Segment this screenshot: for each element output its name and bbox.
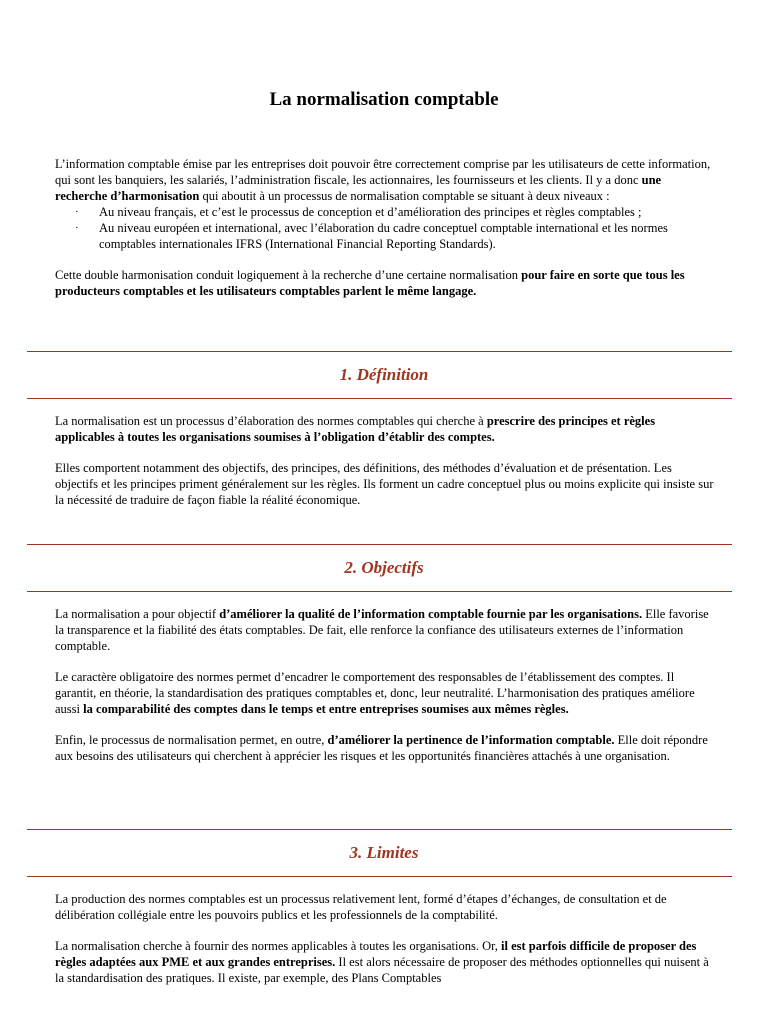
levels-list <box>55 204 715 252</box>
paragraph-text: La normalisation cherche à fournir des normes applicables à toutes les organisations. Or, <box>55 939 502 953</box>
intro-text: Cette double harmonisation conduit logiquement à la recherche d’une certaine normalisation <box>55 268 522 282</box>
paragraph-text: Le caractère obligatoire des normes permet d’encadrer le comportement des responsables de l’établissement des comptes. Il garantit, en théorie, la standardisation des pratiques comptables et, donc, leur neutralité. L’harmonisation des pratiques améliore aussi <box>55 670 695 716</box>
limits-section <box>55 891 715 986</box>
section-divider <box>27 398 732 399</box>
paragraph-text: Enfin, le processus de normalisation permet, en outre, <box>55 733 328 747</box>
list-item <box>55 204 715 220</box>
paragraph <box>55 732 715 764</box>
page-title: La normalisation comptable <box>269 89 499 110</box>
section-heading: 1. Définition <box>339 365 429 384</box>
intro-text: qui aboutit à un processus de normalisation comptable se situant à deux niveaux : <box>199 189 610 203</box>
paragraph-emphasis: la comparabilité des comptes dans le temps et entre entreprises soumises aux mêmes règles. <box>83 702 569 716</box>
paragraph: Elles comportent notamment des objectifs, des principes, des définitions, des méthodes d’évaluation et de présentation. Les objectifs et les principes priment généralement sur les règles. Ils forment un cadre conceptuel plus ou moins explicite qui insiste sur la nécessité de traduire de façon fiable la réalité économique. <box>55 461 714 507</box>
section-divider <box>27 591 732 592</box>
intro-text: L’information comptable émise par les entreprises doit pouvoir être correctement comprise par les utilisateurs de cette information, qui sont les banquiers, les salariés, l’administration fiscale, les actionnaires, les fournisseurs et les clients. Il y a donc <box>55 157 711 187</box>
section-divider <box>27 876 732 877</box>
section-heading: 3. Limites <box>349 843 419 862</box>
paragraph-text: Elle favorise la transparence et la fiabilité des états comptables. De fait, elle renforce la confiance des utilisateurs externes de l’information comptable. <box>55 607 709 653</box>
intro-paragraph <box>55 156 715 204</box>
definition-section <box>55 413 715 508</box>
paragraph <box>55 669 715 717</box>
paragraph-text: Il est alors nécessaire de proposer des méthodes optionnelles qui nuisent à la standardisation des pratiques. Il existe, par exemple, des Plans Comptables <box>55 955 709 985</box>
section-divider <box>27 829 732 830</box>
section-divider <box>27 544 732 545</box>
section-heading: 2. Objectifs <box>344 558 424 577</box>
section-divider <box>27 351 732 352</box>
intro-emphasis: pour faire en sorte que tous les producteurs comptables et les utilisateurs comptables parlent le même langage. <box>55 268 685 298</box>
paragraph-text: Elle doit répondre aux besoins des utilisateurs qui cherchent à apprécier les risques et les opportunités financières attachés à une organisation. <box>55 733 708 763</box>
intro-section <box>55 156 715 299</box>
list-item <box>55 220 715 252</box>
paragraph: La production des normes comptables est un processus relativement lent, formé d’étapes d’échanges, de consultation et de délibération collégiale entre les pouvoirs publics et les professionnels de la comptabilité. <box>55 892 667 922</box>
paragraph-text: La normalisation a pour objectif <box>55 607 220 621</box>
paragraph-text: La normalisation est un processus d’élaboration des normes comptables qui cherche à <box>55 414 487 428</box>
paragraph <box>55 938 715 986</box>
paragraph <box>55 606 715 654</box>
paragraph-emphasis: il est parfois difficile de proposer des règles adaptées aux PME et aux grandes entreprises. <box>55 939 697 969</box>
intro-emphasis: une recherche d’harmonisation <box>55 173 662 203</box>
paragraph-emphasis: prescrire des principes et règles applicables à toutes les organisations soumises à l’obligation d’établir des comptes. <box>55 414 656 444</box>
paragraph-emphasis: d’améliorer la pertinence de l’information comptable. <box>327 733 615 747</box>
objectives-section <box>55 606 715 764</box>
bullet-icon: · <box>75 206 79 218</box>
paragraph <box>55 413 715 445</box>
bullet-icon: · <box>75 222 79 234</box>
paragraph-emphasis: d’améliorer la qualité de l’information comptable fournie par les organisations. <box>219 607 643 621</box>
list-item-text: Au niveau européen et international, avec l’élaboration du cadre conceptuel comptable international et les normes comptables internationales IFRS (International Financial Reporting Standards). <box>99 221 668 251</box>
list-item-text: Au niveau français, et c’est le processus de conception et d’amélioration des principes et règles comptables ; <box>99 205 642 219</box>
intro-conclusion <box>55 267 715 299</box>
